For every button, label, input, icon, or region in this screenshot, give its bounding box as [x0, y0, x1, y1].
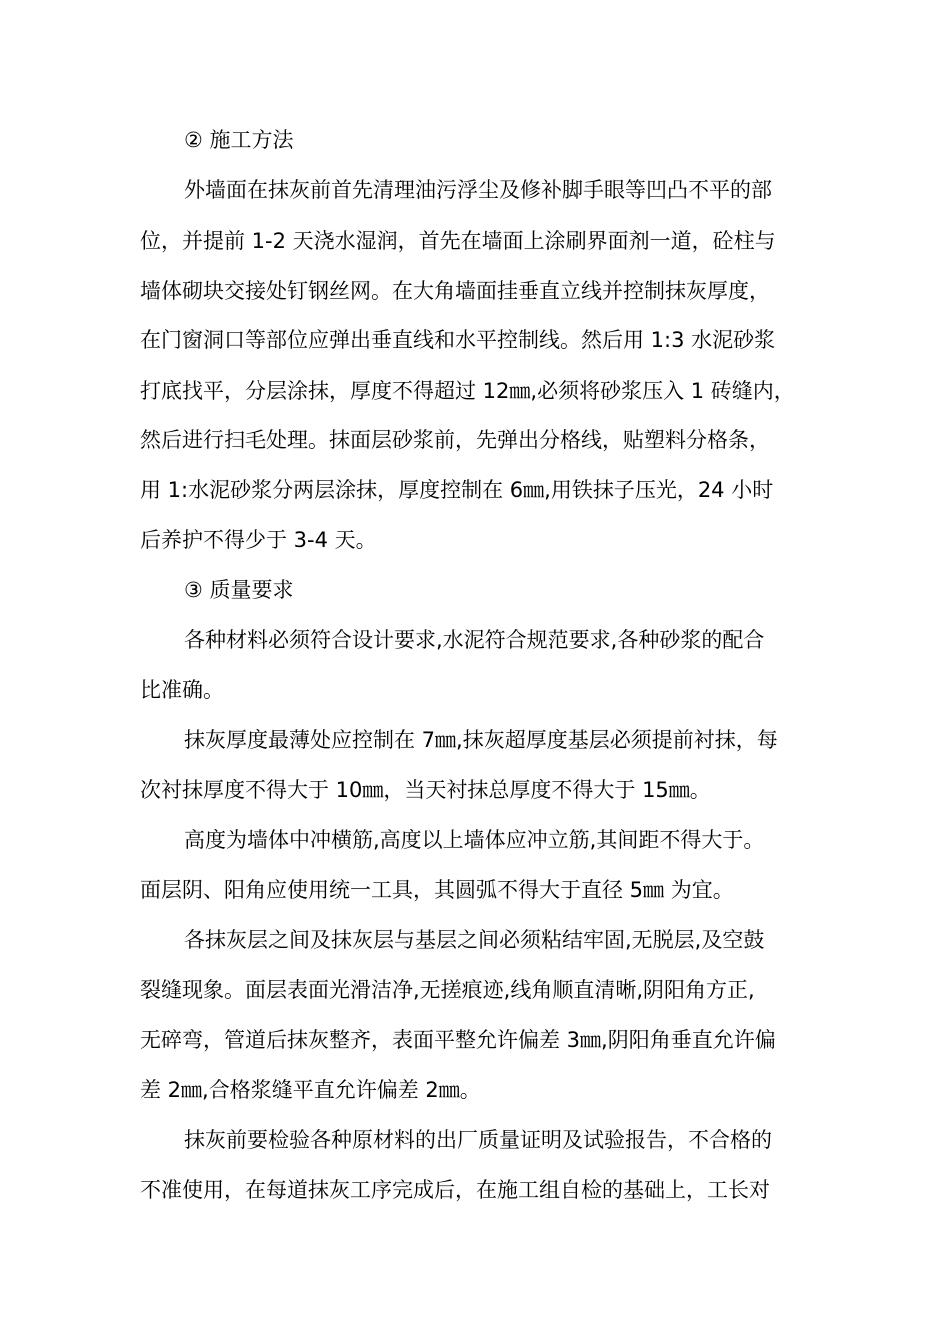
section-heading-construction-method: ② 施工方法: [184, 128, 294, 152]
paragraph-line: 在门窗洞口等部位应弹出垂直线和水平控制线。然后用 1:3 水泥砂浆: [140, 328, 776, 352]
paragraph-line: 抹灰前要检验各种原材料的出厂质量证明及试验报告，不合格的: [184, 1128, 772, 1152]
paragraph-line: 后养护不得少于 3-4 天。: [140, 528, 377, 552]
paragraph-line: 各种材料必须符合设计要求,水泥符合规范要求,各种砂浆的配合: [184, 628, 765, 652]
paragraph-line: 次衬抹厚度不得大于 10㎜，当天衬抹总厚度不得大于 15㎜。: [140, 778, 711, 802]
paragraph-line: 打底找平，分层涂抹，厚度不得超过 12㎜,必须将砂浆压入 1 砖缝内，: [140, 379, 795, 403]
paragraph-line: 外墙面在抹灰前首先清理油污浮尘及修补脚手眼等凹凸不平的部: [184, 178, 772, 202]
paragraph-line: 面层阴、阳角应使用统一工具，其圆弧不得大于直径 5㎜ 为宜。: [140, 878, 734, 902]
paragraph-line: 抹灰厚度最薄处应控制在 7㎜,抹灰超厚度基层必须提前衬抹，每: [184, 728, 778, 752]
paragraph-line: 裂缝现象。面层表面光滑洁净,无搓痕迹,线角顺直清晰,阴阳角方正,: [140, 978, 755, 1002]
paragraph-line: 各抹灰层之间及抹灰层与基层之间必须粘结牢固,无脱层,及空鼓: [184, 928, 765, 952]
paragraph-line: 不准使用，在每道抹灰工序完成后，在施工组自检的基础上，工长对: [140, 1178, 770, 1202]
paragraph-line: 墙体砌块交接处钉钢丝网。在大角墙面挂垂直立线并控制抹灰厚度，: [140, 279, 770, 303]
paragraph-line: 比准确。: [140, 678, 224, 702]
section-heading-quality-requirements: ③ 质量要求: [184, 578, 294, 602]
paragraph-line: 无碎弯，管道后抹灰整齐，表面平整允许偏差 3㎜,阴阳角垂直允许偏: [140, 1028, 776, 1052]
paragraph-line: 用 1:水泥砂浆分两层涂抹，厚度控制在 6㎜,用铁抹子压光，24 小时: [140, 478, 774, 502]
paragraph-line: 高度为墙体中冲横筋,高度以上墙体应冲立筋,其间距不得大于。: [184, 828, 765, 852]
paragraph-line: 位，并提前 1-2 天浇水湿润，首先在墙面上涂刷界面剂一道，砼柱与: [140, 229, 776, 253]
paragraph-line: 差 2㎜,合格浆缝平直允许偏差 2㎜。: [140, 1078, 481, 1102]
paragraph-line: 然后进行扫毛处理。抹面层砂浆前，先弹出分格线，贴塑料分格条，: [140, 428, 770, 452]
